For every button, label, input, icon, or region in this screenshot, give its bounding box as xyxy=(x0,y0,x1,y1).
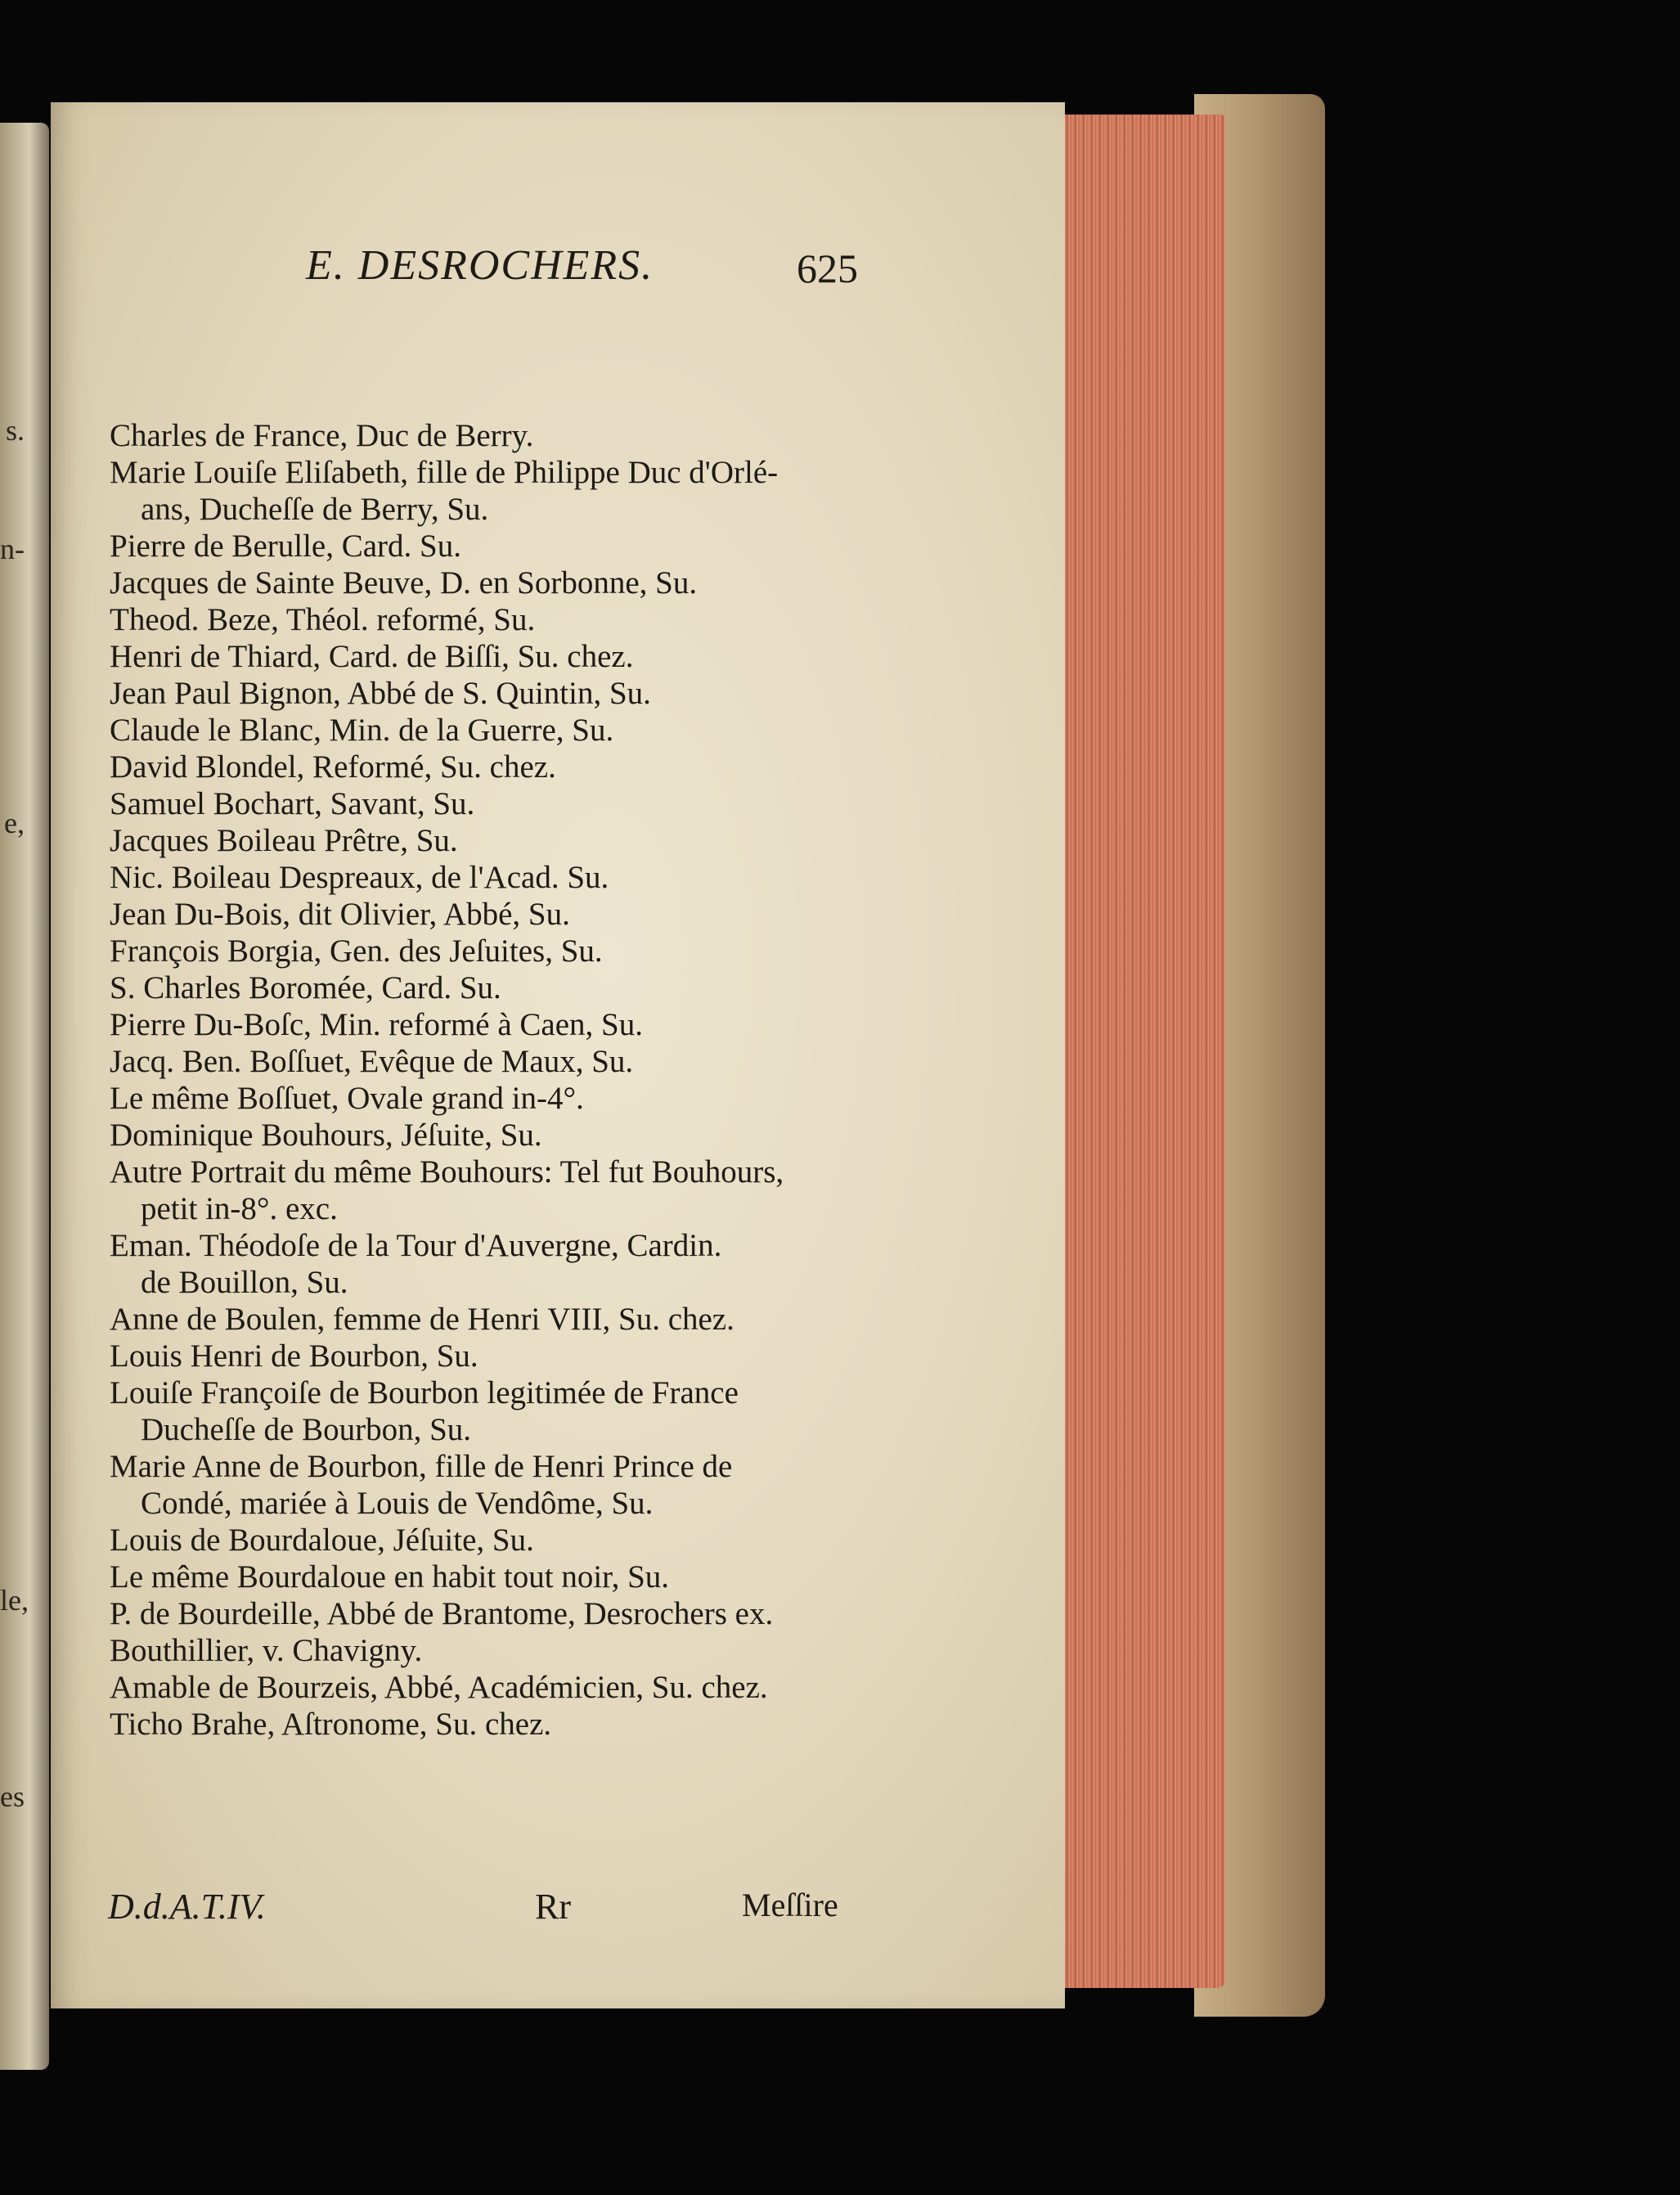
list-item: Ticho Brahe, Aſtronome, Su. chez. xyxy=(110,1707,552,1742)
facing-page-fragment: es xyxy=(0,1780,25,1813)
list-item: Marie Louiſe Eliſabeth, fille de Philippe Duc d'Orlé- xyxy=(110,455,779,490)
facing-page-fragment: le, xyxy=(0,1584,29,1617)
list-item: P. de Bourdeille, Abbé de Brantome, Desrochers ex. xyxy=(110,1596,774,1631)
list-item: Jacques de Sainte Beuve, D. en Sorbonne, Su. xyxy=(110,565,698,600)
list-item: François Borgia, Gen. des Jeſuites, Su. xyxy=(110,933,603,969)
list-item: David Blondel, Reformé, Su. chez. xyxy=(110,749,556,785)
list-item: Louiſe Françoiſe de Bourbon legitimée de France xyxy=(110,1375,739,1410)
facing-page-fragment: n- xyxy=(0,533,25,565)
list-item: Jean Paul Bignon, Abbé de S. Quintin, Su. xyxy=(110,676,651,711)
volume-mark: D.d.A.T.IV. xyxy=(108,1887,266,1927)
book-page xyxy=(51,102,1065,2008)
list-item: ans, Ducheſſe de Berry, Su. xyxy=(141,492,489,527)
facing-page-fragment: e, xyxy=(4,807,25,839)
list-item: Louis Henri de Bourbon, Su. xyxy=(110,1338,478,1374)
list-item: Samuel Bochart, Savant, Su. xyxy=(110,786,475,821)
list-item: Claude le Blanc, Min. de la Guerre, Su. xyxy=(110,713,614,748)
list-item: Pierre de Berulle, Card. Su. xyxy=(110,529,461,564)
list-item: Charles de France, Duc de Berry. xyxy=(110,418,534,453)
list-item: Dominique Bouhours, Jéſuite, Su. xyxy=(110,1118,542,1153)
facing-page-fragment: s. xyxy=(5,414,25,447)
list-item: Eman. Théodoſe de la Tour d'Auvergne, Cardin. xyxy=(110,1228,722,1263)
list-item: de Bouillon, Su. xyxy=(141,1265,348,1300)
list-item: petit in-8°. exc. xyxy=(141,1191,338,1226)
list-item: Nic. Boileau Despreaux, de l'Acad. Su. xyxy=(110,860,609,895)
list-item: Bouthillier, v. Chavigny. xyxy=(110,1633,423,1668)
list-item: Henri de Thiard, Card. de Biſſi, Su. chez. xyxy=(110,639,634,674)
list-item: Le même Bourdaloue en habit tout noir, Su. xyxy=(110,1559,670,1595)
page-header xyxy=(252,241,890,307)
list-item: Condé, mariée à Louis de Vendôme, Su. xyxy=(141,1486,654,1521)
signature-mark: Rr xyxy=(535,1887,571,1927)
list-item: S. Charles Boromée, Card. Su. xyxy=(110,970,501,1005)
list-item: Autre Portrait du même Bouhours: Tel fut Bouhours, xyxy=(110,1154,784,1190)
page-footer xyxy=(108,1886,860,1935)
list-item: Louis de Bourdaloue, Jéſuite, Su. xyxy=(110,1523,534,1558)
catchword: Meſſire xyxy=(742,1887,838,1923)
list-item: Pierre Du-Boſc, Min. reformé à Caen, Su. xyxy=(110,1007,643,1042)
list-item: Amable de Bourzeis, Abbé, Académicien, Su. chez. xyxy=(110,1670,768,1705)
list-item: Jacques Boileau Prêtre, Su. xyxy=(110,823,458,858)
list-item: Jacq. Ben. Boſſuet, Evêque de Maux, Su. xyxy=(110,1044,634,1079)
list-item: Theod. Beze, Théol. reformé, Su. xyxy=(110,602,536,637)
list-item: Marie Anne de Bourbon, fille de Henri Prince de xyxy=(110,1449,733,1484)
list-item: Ducheſſe de Bourbon, Su. xyxy=(141,1412,472,1447)
page-number: 625 xyxy=(797,245,858,291)
red-page-edges xyxy=(1051,115,1225,1988)
list-item: Le même Boſſuet, Ovale grand in-4°. xyxy=(110,1081,584,1116)
running-head: E. DESROCHERS. xyxy=(306,242,654,289)
list-item: Jean Du-Bois, dit Olivier, Abbé, Su. xyxy=(110,897,570,932)
list-item: Anne de Boulen, femme de Henri VIII, Su. chez. xyxy=(110,1302,734,1337)
